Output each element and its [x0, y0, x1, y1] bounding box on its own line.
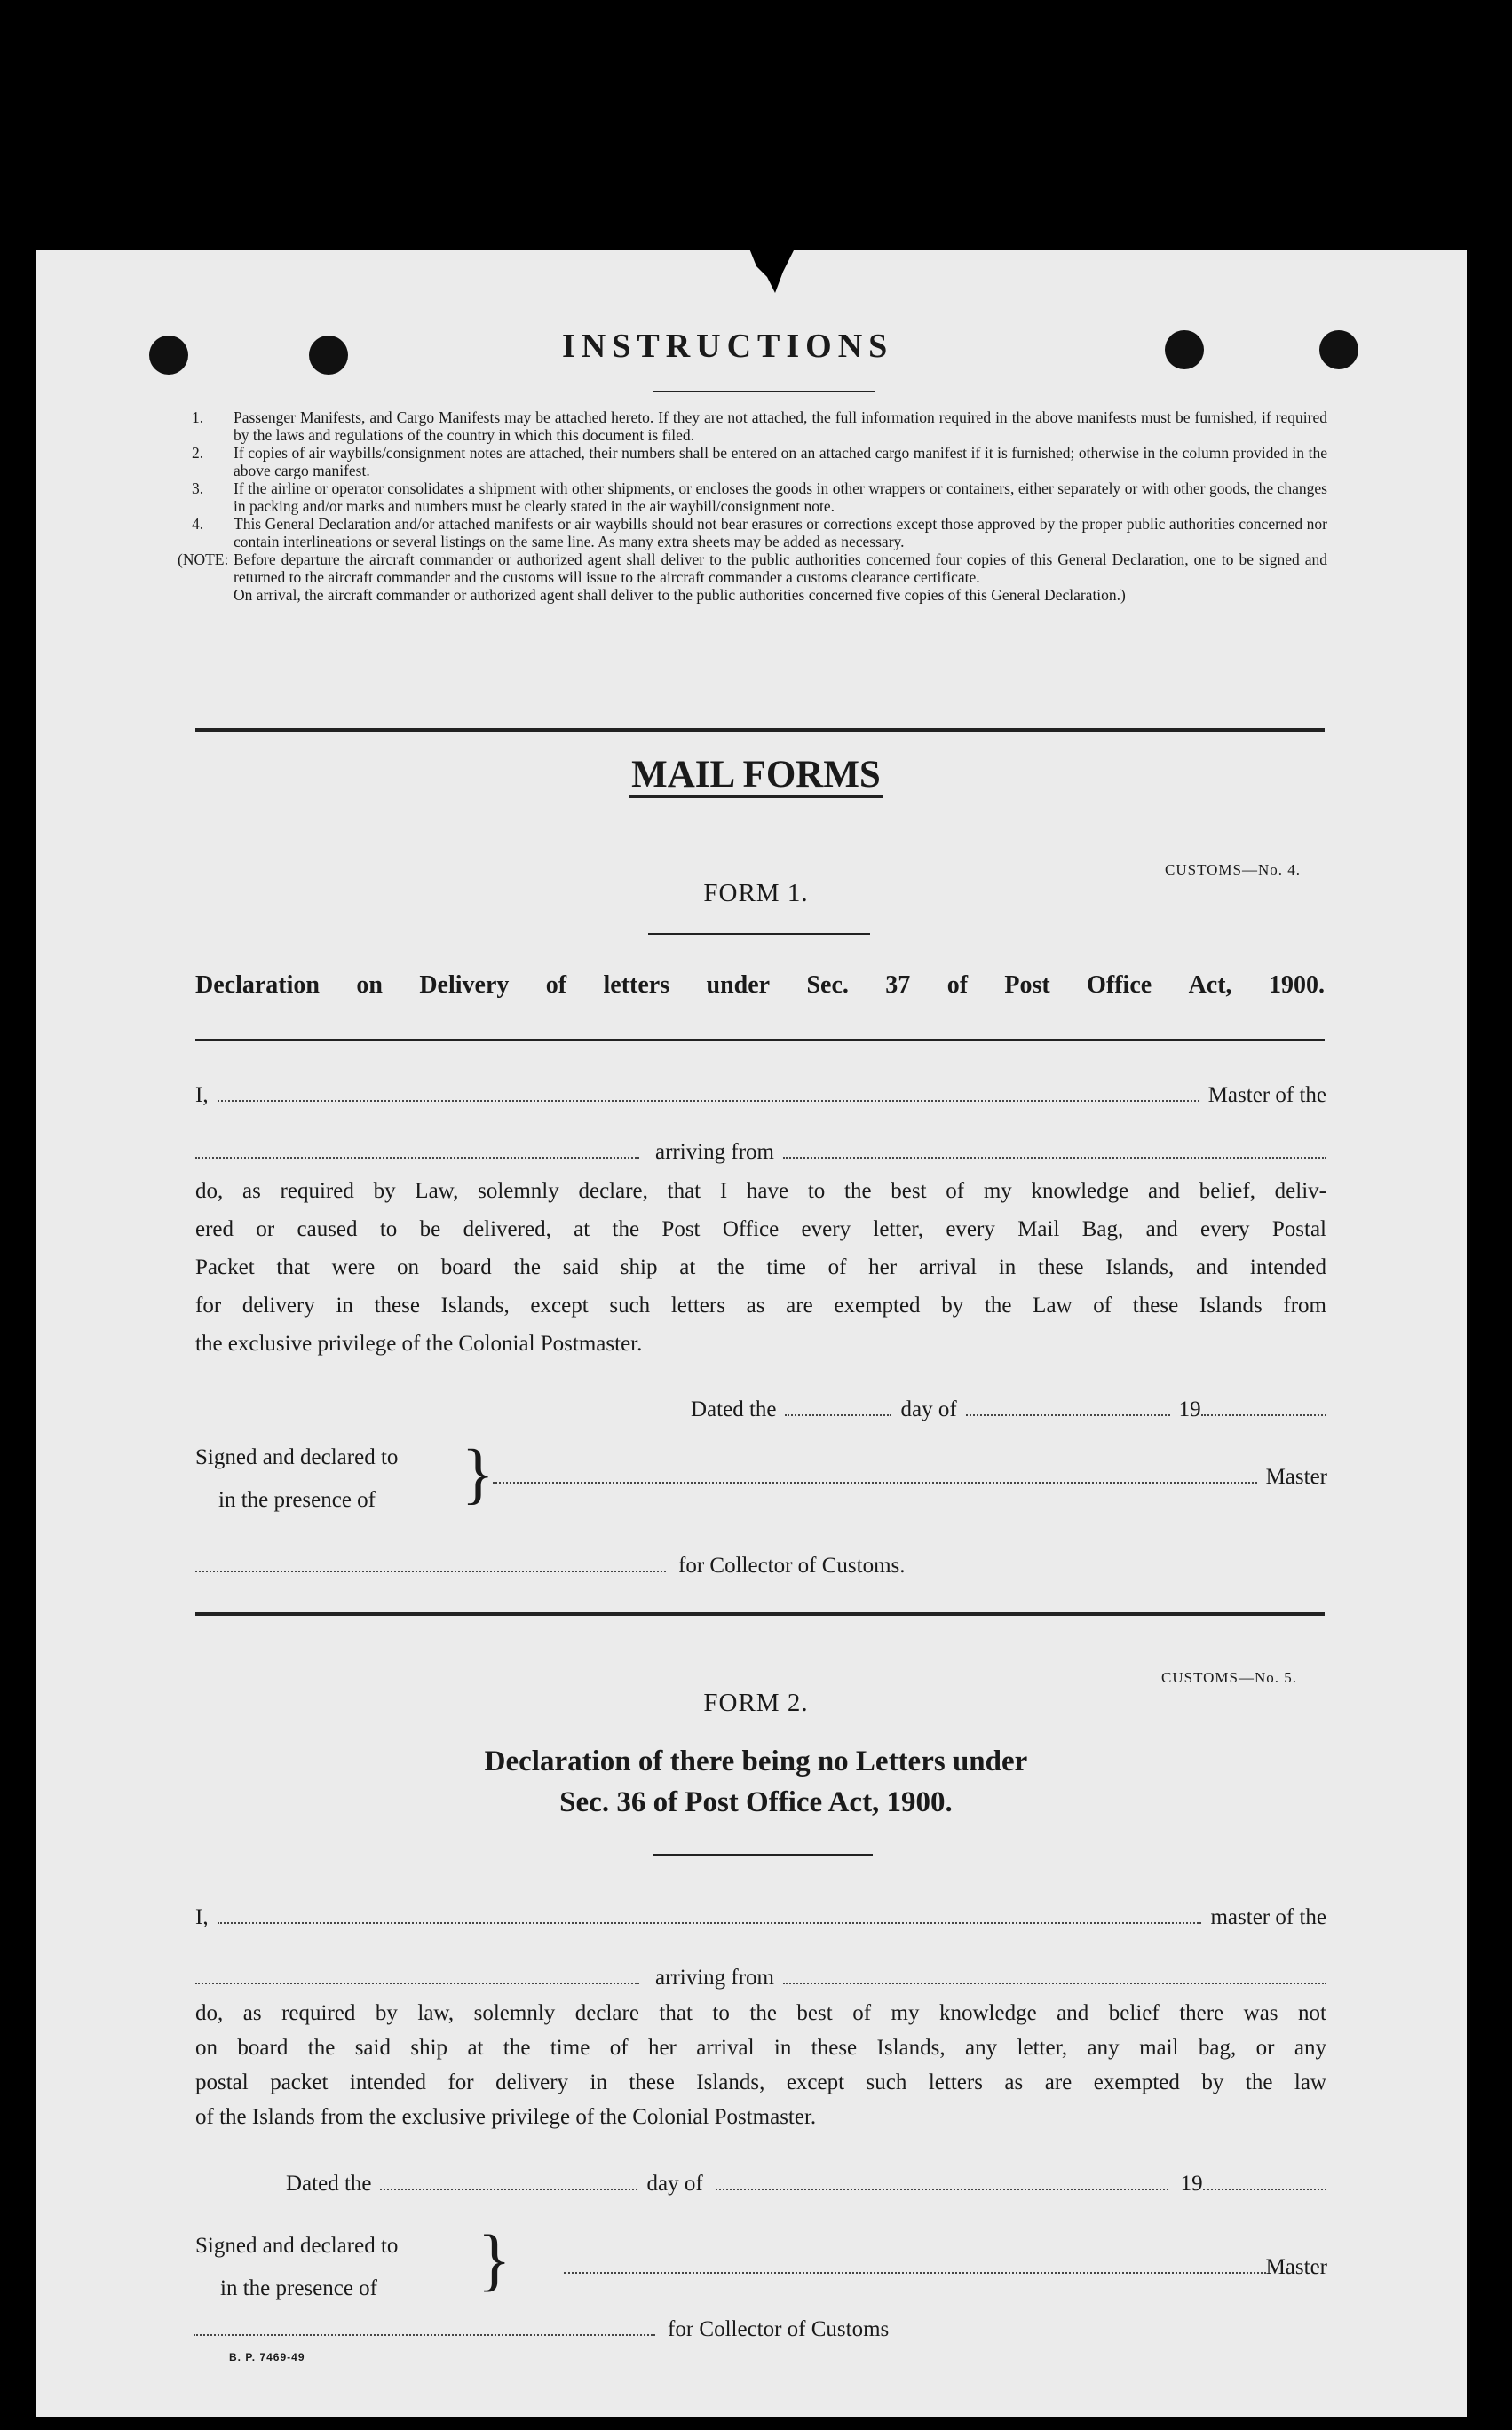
form2-heading-line1: Declaration of there being no Letters under [484, 1745, 1028, 1777]
form2-heading-underline [653, 1854, 873, 1856]
form-divider [195, 1612, 1325, 1616]
instruction-item: 4. This General Declaration and/or attached manifests or air waybills should not bear erasures or corrections except those approved by the proper public authorities concerned nor contain interlineations or several listings on the same line. As many extra sheets may be added as necessary. [192, 515, 1327, 550]
form1-arriving-line: arriving from [195, 1133, 1326, 1171]
brace-icon: } [462, 1437, 495, 1511]
form1-title: FORM 1. [703, 879, 809, 907]
section-divider [195, 728, 1325, 732]
ship-name-field[interactable] [195, 1983, 639, 1984]
form2-arriving-line: arriving from [195, 1959, 1326, 1997]
form1-master-sign-line: Master [493, 1458, 1327, 1496]
form1-collector-line: for Collector of Customs. [195, 1547, 994, 1585]
form1-master-line: I, Master of the [195, 1083, 1326, 1107]
instruction-note: (NOTE: Before departure the aircraft commander or authorized agent shall deliver to the public authorities concerned four copies of this General Declaration, one to be signed and returned to the aircraft commander and the customs will issue to the aircraft commander a customs clearance certificate. On arrival, the aircraft commander or authorized agent shall deliver to the public authorities concerned five copies of this General Declaration.) [178, 550, 1327, 604]
date-day-field[interactable] [785, 1414, 891, 1416]
collector-signature-field[interactable] [195, 1571, 666, 1572]
form1-signed-label: Signed and declared to [195, 1445, 399, 1469]
form2-title: FORM 2. [703, 1689, 809, 1717]
master-name-field[interactable] [218, 1922, 1202, 1924]
form2-declaration-text: do, as required by law, solemnly declare that to the best of my knowledge and belief there was not on board the said ship at the time of her arrival in these Islands, any letter, any mail bag, or any postal packet intended for delivery in these Islands, except such letters as are exempted by the law of the Islands from the exclusive privilege of the Colonial Postmaster. [195, 2001, 1326, 2129]
form2-master-line: I, master of the [195, 1905, 1326, 1929]
print-reference: B. P. 7469-49 [229, 2351, 305, 2363]
form1-presence-label: in the presence of [218, 1488, 376, 1512]
form2-master-sign-line: Master [564, 2248, 1327, 2286]
form1-heading-rule [195, 1039, 1325, 1041]
form2-dated-line: Dated the day of 19 [286, 2165, 1326, 2203]
master-name-field[interactable] [218, 1100, 1199, 1102]
date-year-field[interactable] [1201, 1414, 1326, 1416]
instruction-item: 3. If the airline or operator consolidates a shipment with other shipments, or encloses the goods in other wrappers or containers, either separately or with other goods, the changes in packing and/or marks and numbers must be clearly stated in the air waybill/consignment note. [192, 479, 1327, 515]
customs-ref-form2: CUSTOMS—No. 5. [1161, 1669, 1298, 1686]
form1-dated-line: Dated the day of 19 [691, 1390, 1326, 1429]
master-signature-field[interactable] [493, 1482, 1257, 1484]
form1-declaration-text: do, as required by Law, solemnly declare, that I have to the best of my knowledge and belief, deliv- ered or caused to be delivered, at the Post Office every letter, every Mail Bag, and every Postal Packet that were on board the said ship at the time of her arrival in these Islands, and intended for delivery in these Islands, except such letters as are exempted by the Law of these Islands from the exclusive privilege of the Colonial Postmaster. [195, 1179, 1326, 1356]
punch-hole-3 [1165, 330, 1204, 369]
form1-title-underline [648, 933, 870, 935]
form2-collector-line: for Collector of Customs [194, 2310, 993, 2348]
date-day-field[interactable] [380, 2189, 637, 2190]
form2-signed-label: Signed and declared to [195, 2234, 399, 2258]
collector-signature-field[interactable] [194, 2334, 655, 2336]
instructions-title: INSTRUCTIONS [562, 328, 894, 365]
form1-heading: Declaration on Delivery of letters under Sec. 37 of Post Office Act, 1900. [195, 971, 1325, 999]
brace-icon: } [478, 2220, 511, 2298]
form2-presence-label: in the presence of [220, 2276, 378, 2300]
title-underline [653, 391, 875, 392]
master-signature-field[interactable] [564, 2272, 1266, 2274]
punch-hole-4 [1319, 330, 1358, 369]
instruction-item: 2. If copies of air waybills/consignment notes are attached, their numbers shall be entered on an attached cargo manifest if it is furnished; otherwise in the column provided in the above cargo manifest. [192, 444, 1327, 479]
punch-hole-1 [149, 336, 188, 375]
instruction-item: 1. Passenger Manifests, and Cargo Manifests may be attached hereto. If they are not attached, the full information required in the above manifests must be furnished, if required by the laws and regulations of the country in which this document is filed. [192, 408, 1327, 444]
arriving-from-field[interactable] [783, 1983, 1326, 1984]
ship-name-field[interactable] [195, 1157, 639, 1159]
arriving-from-field[interactable] [783, 1157, 1326, 1159]
instructions-list [178, 408, 1327, 604]
form2-heading-line2: Sec. 36 of Post Office Act, 1900. [559, 1786, 953, 1818]
date-month-field[interactable] [716, 2189, 1168, 2190]
date-year-field[interactable] [1203, 2189, 1326, 2190]
customs-ref-form1: CUSTOMS—No. 4. [1165, 861, 1302, 878]
punch-hole-2 [309, 336, 348, 375]
mail-forms-title: MAIL FORMS [0, 753, 1512, 796]
date-month-field[interactable] [966, 1414, 1170, 1416]
